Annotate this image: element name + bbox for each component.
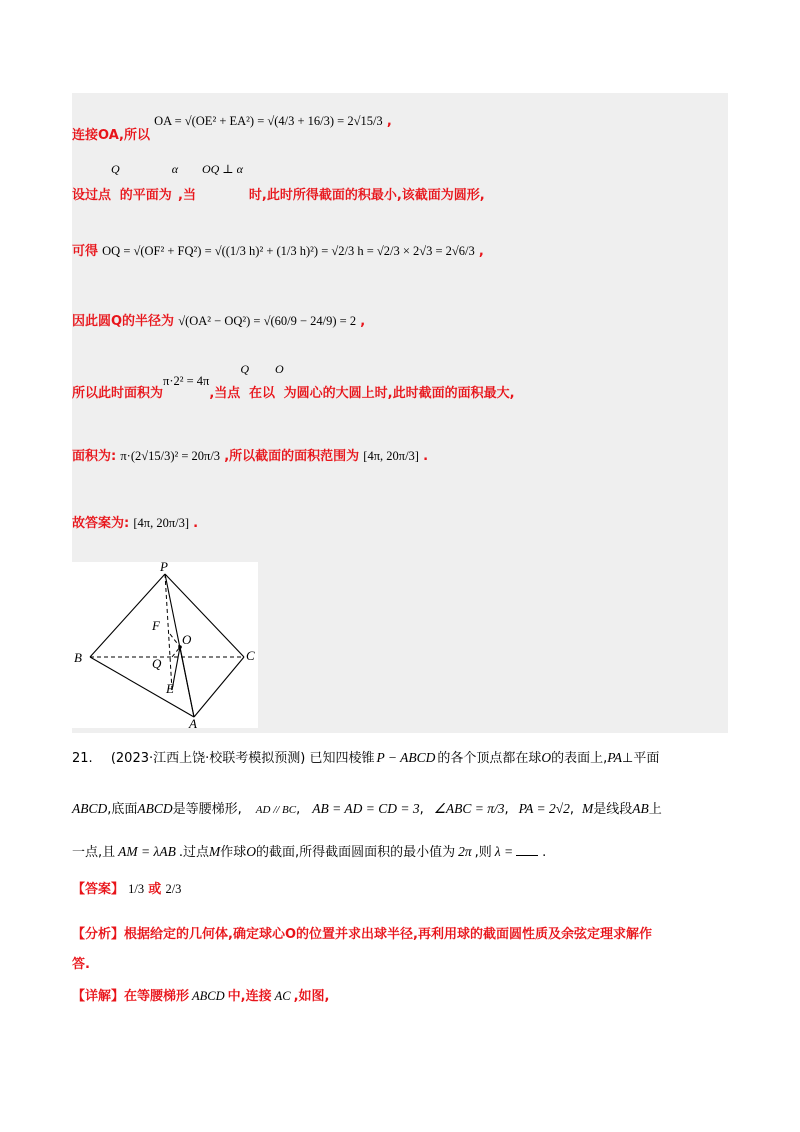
detail-label: 【详解】	[72, 989, 125, 1004]
var-abcd: ABCD	[137, 801, 173, 816]
solution-line-6	[72, 445, 428, 464]
label-p: P	[160, 562, 168, 574]
solution-text: 面积为:	[72, 449, 117, 464]
formula-sides: AB = AD = CD = 3	[312, 801, 420, 816]
problem-text: 上	[648, 802, 662, 817]
detail-line	[72, 985, 330, 1004]
problem-text: 已知四棱锥	[309, 751, 375, 766]
analysis-label: 【分析】	[72, 927, 125, 942]
var-lambda: λ =	[494, 844, 514, 859]
answer-blank	[516, 855, 538, 856]
var-q: Q	[111, 162, 120, 176]
answer-or: 或	[148, 882, 162, 897]
solution-line-7	[72, 512, 198, 531]
label-a: A	[189, 716, 197, 728]
formula-pa: PA = 2√2	[518, 801, 570, 816]
problem-text: 的各个顶点都在球	[437, 751, 542, 766]
problem-line-2	[72, 798, 662, 817]
solution-line-2	[72, 162, 485, 203]
punct: ,	[386, 114, 392, 129]
solution-text: 在以	[248, 386, 275, 401]
var-o: O	[246, 844, 256, 859]
formula-area-max: π·(2√15/3)² = 20π/3	[120, 449, 221, 463]
formula-perp: OQ ⊥ α	[201, 162, 243, 176]
var-m: M	[208, 844, 221, 859]
solution-text: ,所以截面的面积范围为	[224, 449, 360, 464]
punct: .	[423, 449, 429, 464]
punct: ,	[360, 314, 366, 329]
problem-text: 是等腰梯形,	[172, 802, 242, 817]
formula-radius: √(OA² − OQ²) = √(60/9 − 24/9) = 2	[178, 314, 357, 328]
var-ac: AC	[274, 989, 291, 1003]
analysis-text: 答.	[72, 957, 90, 972]
edge-pc	[165, 574, 244, 657]
formula-oa: OA = √(OE² + EA²) = √(4/3 + 16/3) = 2√15/3	[154, 114, 383, 128]
solution-text: 可得	[72, 244, 99, 259]
detail-text: 在等腰梯形	[124, 989, 190, 1004]
formula-am: AM = λAB	[118, 844, 176, 859]
var-pa: PA	[607, 750, 623, 765]
var-abcd: ABCD	[192, 989, 225, 1003]
punct: ,	[419, 802, 424, 817]
problem-text: 的表面上,	[551, 751, 608, 766]
var-alpha: α	[171, 162, 179, 176]
solution-line-4	[72, 310, 365, 329]
solution-text: 所以此时面积为	[72, 386, 164, 401]
pyramid-diagram	[72, 562, 258, 728]
var-o: O	[275, 362, 284, 376]
punct: ,	[296, 802, 301, 817]
formula-parallel: AD // BC	[255, 804, 297, 816]
detail-text: ,如图,	[293, 989, 330, 1004]
answer-value-1: 1/3	[128, 882, 145, 896]
answer-line	[72, 878, 181, 897]
label-q: Q	[152, 656, 162, 671]
analysis-line-2	[72, 953, 90, 972]
var-q: Q	[240, 362, 249, 376]
label-f: F	[152, 618, 160, 633]
punct: ,	[569, 802, 575, 817]
problem-line-3	[72, 841, 546, 860]
solution-text: 的平面为	[119, 188, 172, 203]
answer-label: 【答案】	[72, 882, 125, 897]
edge-pb	[90, 574, 165, 657]
problem-text: 作球	[220, 845, 247, 860]
problem-line-1	[72, 747, 659, 766]
solution-line-3	[72, 240, 484, 259]
problem-number: 21.	[72, 751, 93, 766]
label-e: E	[166, 681, 174, 696]
formula-pyramid: P − ABCD	[376, 750, 436, 765]
edge-ca	[194, 657, 244, 717]
analysis-line-1	[72, 923, 652, 942]
edge-ba	[90, 657, 194, 717]
solution-text: 连接OA,所以	[72, 128, 150, 143]
problem-text: ,则	[474, 845, 492, 860]
solution-text: 设过点	[72, 188, 112, 203]
analysis-text: 根据给定的几何体,确定球心O的位置并求出球半径,再利用球的截面圆性质及余弦定理求解作	[124, 927, 652, 942]
formula-min-area: 2π	[458, 844, 472, 859]
detail-text: 中,连接	[227, 989, 272, 1004]
problem-text: 一点,且	[72, 845, 116, 860]
problem-text: 是线段	[593, 802, 633, 817]
solution-text: 故答案为:	[72, 516, 130, 531]
solution-text: ,当点	[209, 386, 241, 401]
formula-oq: OQ = √(OF² + FQ²) = √((1/3 h)² + (1/3 h)²) = √2/3 h = √2/3 × 2√3 = 2√6/3	[102, 244, 475, 258]
var-o: O	[541, 750, 552, 765]
punct: .	[542, 845, 547, 860]
formula-range: [4π, 20π/3]	[363, 449, 419, 463]
punct: ,	[478, 244, 484, 259]
solution-line-1	[72, 110, 392, 143]
var-abcd: ABCD	[72, 801, 108, 816]
problem-text: ,底面	[107, 802, 138, 817]
label-o: O	[182, 632, 192, 647]
var-m: M	[582, 801, 594, 816]
solution-text: 因此圆Q的半径为	[72, 314, 175, 329]
problem-text: .过点	[178, 845, 209, 860]
punct: ,	[504, 802, 509, 817]
var-ab: AB	[632, 801, 649, 816]
problem-text: ⊥平面	[622, 751, 660, 766]
answer-value-2: 2/3	[165, 882, 182, 896]
solution-text: 时,此时所得截面的积最小,该截面为圆形,	[248, 188, 485, 203]
punct: .	[193, 516, 199, 531]
solution-text: ,当	[178, 188, 196, 203]
pyramid-figure	[72, 562, 258, 728]
problem-text: 的截面,所得截面圆面积的最小值为	[256, 845, 456, 860]
label-b: B	[74, 650, 82, 665]
solution-text: 为圆心的大圆上时,此时截面的面积最大,	[283, 386, 515, 401]
formula-area-min: π·2² = 4π	[163, 374, 210, 388]
formula-angle: ∠ABC = π/3	[433, 801, 505, 816]
solution-line-5	[72, 362, 515, 401]
formula-range: [4π, 20π/3]	[133, 516, 190, 530]
label-c: C	[246, 648, 255, 663]
problem-source: (2023·江西上饶·校联考模拟预测)	[110, 751, 306, 766]
